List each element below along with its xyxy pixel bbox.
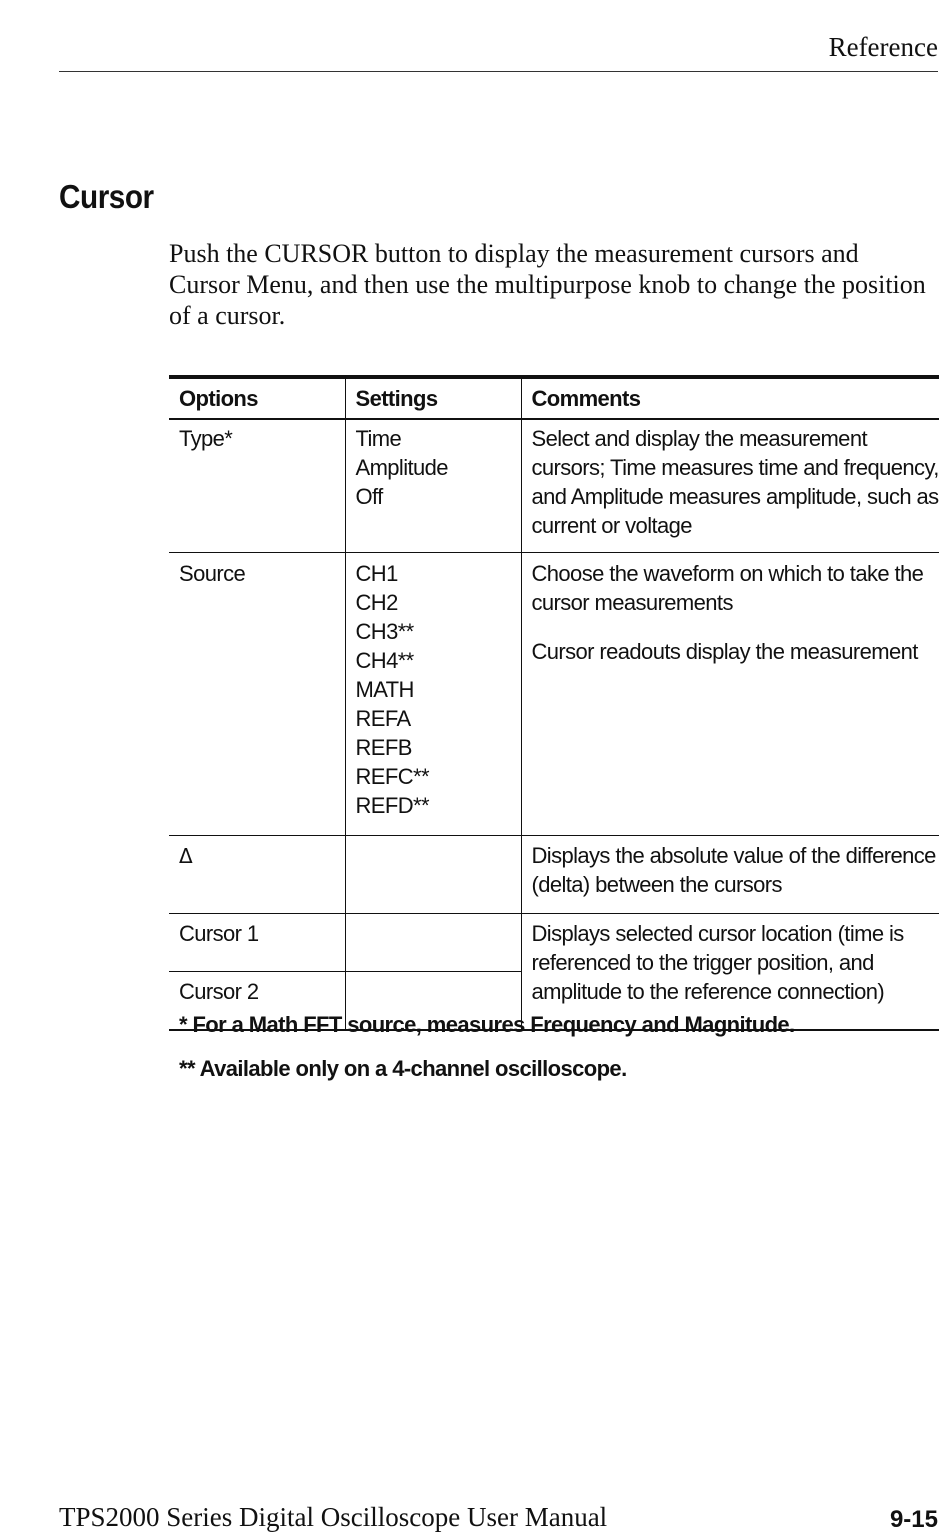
running-header: Reference	[828, 32, 938, 62]
setting-value: CH2	[355, 590, 398, 615]
comment-cell: Displays selected cursor location (time is referenced to the trigger position, and amplitude to the reference connection)	[521, 914, 939, 1031]
settings-cell	[345, 914, 521, 972]
footer-manual-title: TPS2000 Series Digital Oscilloscope User Manual	[59, 1502, 608, 1532]
setting-value: CH4**	[355, 648, 414, 673]
setting-value: REFD**	[355, 793, 429, 818]
setting-value: Time	[355, 426, 402, 451]
footnote: * For a Math FFT source, measures Frequency and Magnitude.	[179, 1012, 795, 1037]
setting-value: CH3**	[355, 619, 414, 644]
section-title: Cursor	[59, 178, 154, 215]
setting-value: Off	[355, 484, 383, 509]
table-header-row	[169, 377, 939, 419]
setting-value: REFC**	[355, 764, 429, 789]
header-rule	[59, 71, 938, 72]
column-header-options: Options	[169, 377, 345, 419]
table-row	[169, 419, 939, 553]
option-cell: Type*	[169, 419, 345, 553]
setting-value: REFA	[355, 706, 411, 731]
page-number: 9-15	[889, 1506, 938, 1533]
option-cell	[169, 836, 345, 914]
column-header-settings: Settings	[345, 377, 521, 419]
settings-cell	[345, 836, 521, 914]
option-cell: Source	[169, 553, 345, 836]
delta-symbol: Δ	[179, 844, 193, 868]
comment-text: Choose the waveform on which to take the cursor measurements	[531, 561, 924, 615]
table-row	[169, 553, 939, 836]
cursor-menu-table	[169, 375, 939, 1031]
intro-paragraph: Push the CURSOR button to display the measurement cursors and Cursor Menu, and then use the multipurpose knob to change the position of a cursor.	[169, 239, 926, 330]
column-header-comments: Comments	[521, 377, 939, 419]
settings-cell	[345, 553, 521, 836]
settings-cell	[345, 419, 521, 553]
setting-value: MATH	[355, 677, 414, 702]
option-cell: Cursor 1	[169, 914, 345, 972]
setting-value: REFB	[355, 735, 412, 760]
setting-value: CH1	[355, 561, 398, 586]
comment-cell: Displays the absolute value of the difference (delta) between the cursors	[521, 836, 939, 914]
comment-text: Cursor readouts display the measurement	[531, 639, 918, 664]
footnote: ** Available only on a 4-channel oscilloscope.	[179, 1056, 627, 1081]
table-row	[169, 836, 939, 914]
comment-cell	[521, 553, 939, 836]
table-row	[169, 914, 939, 972]
setting-value: Amplitude	[355, 455, 448, 480]
option-cell: Cursor 2	[169, 972, 345, 1031]
comment-cell: Select and display the measurement cursors; Time measures time and frequency, and Amplitude measures amplitude, such as current or voltage	[521, 419, 939, 553]
